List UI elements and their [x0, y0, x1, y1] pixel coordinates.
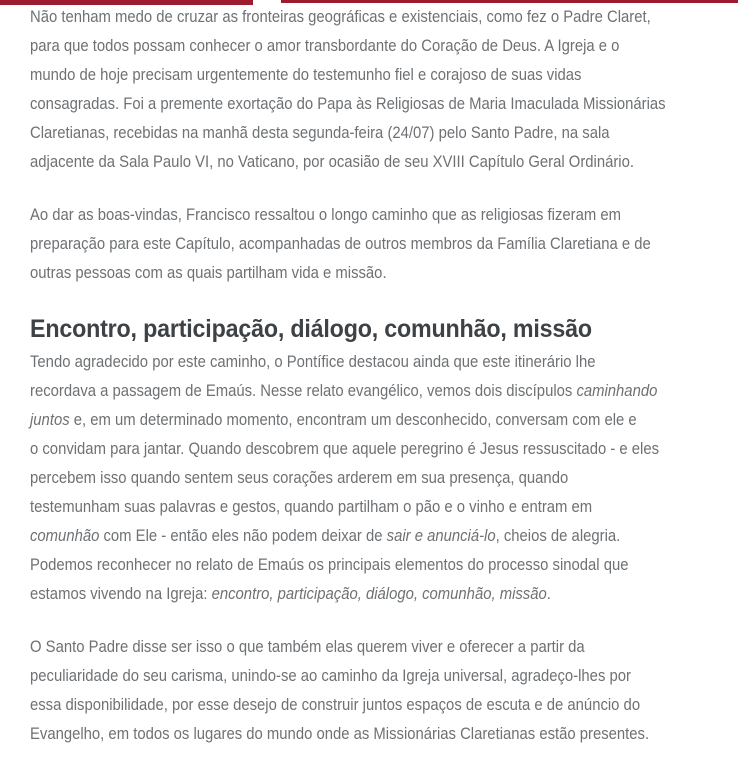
text-segment: percebem isso quando sentem seus corações arderem em sua presença, quando [30, 469, 569, 487]
text-segment: Tendo agradecido por este caminho, o Pontífice destacou ainda que este itinerário lhe [30, 353, 596, 371]
text-line [30, 633, 651, 662]
text-line [30, 119, 651, 148]
text-line [30, 522, 651, 551]
text-segment: consagradas. Foi a premente exortação do Papa às Religiosas de Maria Imaculada Missionárias [30, 95, 666, 113]
text-segment: preparação para este Capítulo, acompanhadas de outros membros da Família Claretiana e de [30, 235, 651, 253]
text-segment: e, em um determinado momento, encontram um desconhecido, conversam com ele e [69, 411, 637, 429]
text-segment: o convidam para jantar. Quando descobrem que aquele peregrino é Jesus ressuscitado - e eles [30, 440, 660, 458]
text-segment: Não tenham medo de cruzar as fronteiras geográficas e existenciais, como fez o Padre Claret, [30, 8, 651, 26]
emphasized-text: caminhando [576, 382, 658, 400]
text-line [30, 348, 651, 377]
emphasized-text: sair e anunciá-lo [386, 527, 496, 545]
text-segment: mundo de hoje precisam urgentemente do testemunho fiel e corajoso de suas vidas [30, 66, 582, 84]
text-segment: Ao dar as boas-vindas, Francisco ressaltou o longo caminho que as religiosas fizeram em [30, 206, 622, 224]
text-segment: Podemos reconhecer no relato de Emaús os principais elementos do processo sinodal que [30, 556, 629, 574]
text-line [30, 148, 651, 177]
text-line [30, 464, 651, 493]
text-line [30, 435, 660, 464]
emphasized-text: comunhão [30, 527, 100, 545]
text-segment: . [546, 585, 551, 603]
text-segment: peculiaridade do seu carisma, unindo-se ao caminho da Igreja universal, agradeço-lhes por [30, 667, 631, 685]
text-line [30, 90, 666, 119]
text-segment: para que todos possam conhecer o amor transbordante do Coração de Deus. A Igreja e o [30, 37, 620, 55]
text-segment: testemunham suas palavras e gestos, quando partilham o pão e o vinho e entram em [30, 498, 593, 516]
text-line [30, 691, 651, 720]
paragraph [30, 348, 720, 609]
text-line [30, 3, 651, 32]
text-line [30, 493, 651, 522]
text-segment: Claretianas, recebidas na manhã desta segunda-feira (24/07) pelo Santo Padre, na sala [30, 124, 610, 142]
text-segment: outras pessoas com as quais partilham vida e missão. [30, 264, 387, 282]
text-line [30, 377, 658, 406]
text-segment: Evangelho, em todos os lugares do mundo onde as Missionárias Claretianas estão presentes. [30, 725, 650, 743]
emphasized-text: encontro, participação, diálogo, comunhão, missão [211, 585, 547, 603]
text-line [30, 662, 651, 691]
emphasized-text: juntos [30, 411, 70, 429]
text-line [30, 230, 651, 259]
paragraph [30, 633, 720, 749]
text-line [30, 259, 651, 288]
text-segment: adjacente da Sala Paulo VI, no Vaticano, por ocasião de seu XVIII Capítulo Geral Ordinário. [30, 153, 634, 171]
text-line [30, 551, 651, 580]
text-segment: estamos vivendo na Igreja: [30, 585, 212, 603]
text-segment: essa disponibilidade, por esse desejo de construir juntos espaços de escuta e de anúncio do [30, 696, 641, 714]
section-heading: Encontro, participação, diálogo, comunhão, missão [30, 315, 592, 343]
text-segment: O Santo Padre disse ser isso o que também elas querem viver e oferecer a partir da [30, 638, 585, 656]
text-line [30, 720, 651, 749]
paragraph [30, 201, 720, 288]
text-segment: , cheios de alegria. [495, 527, 621, 545]
text-line [30, 201, 651, 230]
text-line [30, 61, 651, 90]
text-line [30, 32, 651, 61]
text-segment: recordava a passagem de Emaús. Nesse relato evangélico, vemos dois discípulos [30, 382, 577, 400]
text-line [30, 580, 651, 609]
article-body [30, 3, 720, 773]
text-segment: com Ele - então eles não podem deixar de [99, 527, 387, 545]
paragraph [30, 3, 720, 177]
text-line [30, 406, 651, 435]
